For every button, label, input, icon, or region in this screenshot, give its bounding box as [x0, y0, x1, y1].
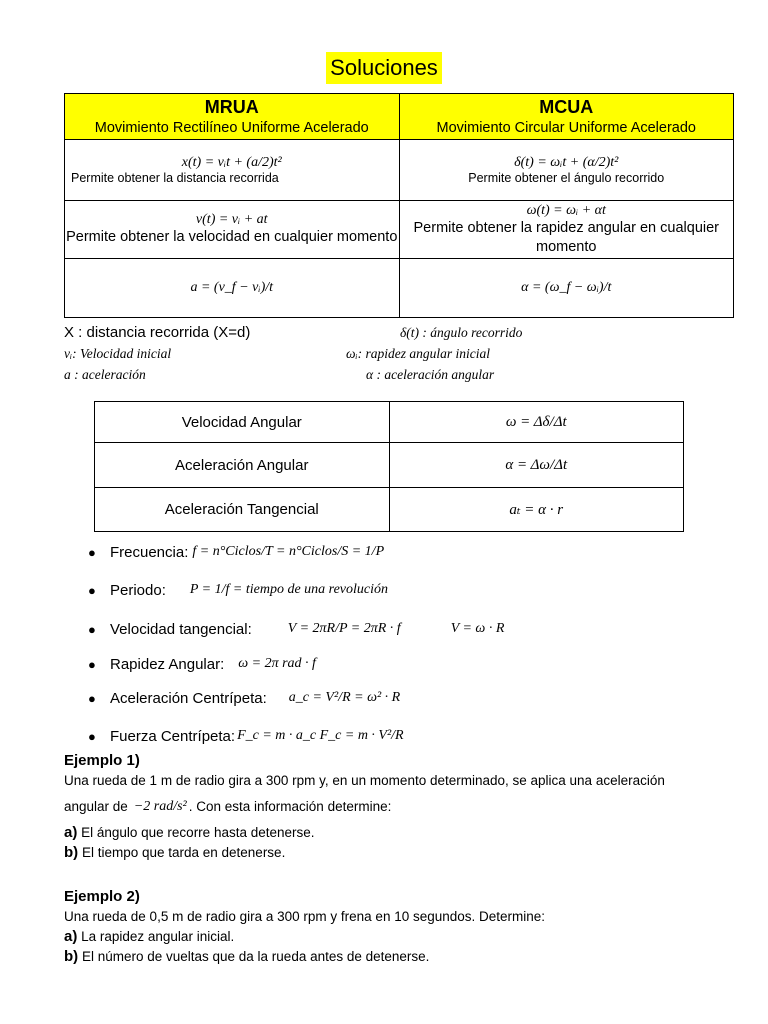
bullet-icon: ● [88, 690, 96, 706]
angle-cell [399, 140, 734, 201]
bullet-formula-alt: V = ω · R [450, 621, 505, 636]
velocity-desc: Permite obtener la velocidad en cualquier momento [66, 229, 398, 245]
bullet-formula: a_c = V²/R = ω² · R [288, 690, 401, 705]
part-text: El tiempo que tarda en detenerse. [81, 845, 286, 860]
list-item [88, 716, 728, 756]
list-item [88, 570, 728, 610]
example-1-text: Una rueda de 1 m de radio gira a 300 rpm y, en un momento determinado, se aplica una aceleración [64, 773, 665, 788]
bullet-label: Frecuencia: [110, 543, 189, 561]
header-mcua [399, 94, 734, 140]
header-row [65, 94, 734, 140]
bullet-icon: ● [88, 544, 96, 560]
bullet-label: Rapidez Angular: [110, 655, 225, 673]
example-1-value: −2 rad/s² [133, 799, 187, 814]
list-item [88, 610, 728, 648]
page-title: Soluciones [326, 52, 442, 84]
angular-speed-formula: ω(t) = ωᵢ + αt [526, 202, 606, 218]
table-row [65, 259, 734, 318]
bullet-icon: ● [88, 582, 96, 598]
part-text: La rapidez angular inicial. [81, 929, 235, 944]
angular-acceleration-formula2: α = Δω/Δt [389, 443, 684, 488]
table-row [65, 140, 734, 201]
example-1 [64, 751, 744, 863]
bullet-icon: ● [88, 728, 96, 744]
part-label: a) [64, 928, 78, 945]
example-2-part-a [64, 927, 744, 947]
distance-formula: x(t) = vᵢt + (a/2)t² [181, 155, 282, 170]
bullet-formula: P = 1/f = tiempo de una revolución [189, 582, 389, 597]
example-2 [64, 887, 744, 967]
title-wrap [0, 52, 768, 84]
example-1-text-pre: angular de [64, 799, 128, 814]
bullet-icon: ● [88, 656, 96, 672]
velocity-formula: v(t) = vᵢ + at [195, 212, 268, 227]
angular-speed-cell [399, 201, 734, 259]
part-label: a) [64, 824, 78, 841]
list-item [88, 680, 728, 716]
angular-acceleration-formula: α = (ω_f − ωᵢ)/t [521, 280, 612, 295]
definition-item: X : distancia recorrida (X=d) [64, 324, 251, 341]
bullet-formula: ω = 2π rad · f [238, 656, 316, 671]
kinematics-table [64, 93, 734, 318]
bullet-formula: f = n°Ciclos/T = n°Ciclos/S = 1/P [192, 544, 385, 559]
example-1-part-b [64, 843, 744, 863]
angle-formula: δ(t) = ωᵢt + (α/2)t² [514, 155, 619, 170]
velocity-cell [65, 201, 400, 259]
bullet-label: Aceleración Centrípeta: [110, 689, 267, 707]
example-1-title: Ejemplo 1) [64, 752, 140, 769]
example-2-part-b [64, 947, 744, 967]
list-item [88, 648, 728, 680]
bullet-label: Fuerza Centrípeta: [110, 727, 236, 745]
header-mcua-subtitle: Movimiento Circular Uniforme Acelerado [436, 119, 696, 136]
example-1-text-post: . Con esta información determine: [188, 799, 392, 814]
tangential-acceleration-label: Aceleración Tangencial [95, 488, 390, 532]
header-mrua-title: MRUA [204, 96, 259, 117]
definition-item: a : aceleración [64, 367, 146, 382]
definitions-right [346, 322, 546, 385]
example-1-line2 [64, 791, 744, 823]
example-1-part-a [64, 823, 744, 843]
bullet-icon: ● [88, 621, 96, 637]
table-row [95, 488, 684, 532]
definition-item: ωᵢ: rapidez angular inicial [346, 346, 491, 361]
definition-item: vᵢ: Velocidad inicial [64, 346, 172, 361]
list-item [88, 534, 728, 570]
header-mcua-title: MCUA [539, 96, 594, 117]
example-2-title: Ejemplo 2) [64, 888, 140, 905]
definitions-left [64, 322, 250, 385]
distance-cell [65, 140, 400, 201]
angular-speed-desc: Permite obtener la rapidez angular en cualquier momento [413, 219, 719, 255]
angle-desc: Permite obtener el ángulo recorrido [468, 171, 665, 185]
part-text: El número de vueltas que da la rueda antes de detenerse. [81, 949, 430, 964]
angular-table [94, 401, 684, 532]
acceleration-cell [65, 259, 400, 318]
example-2-text: Una rueda de 0,5 m de radio gira a 300 rpm y frena en 10 segundos. Determine: [64, 909, 546, 924]
bullet-label: Velocidad tangencial: [110, 620, 252, 638]
formula-list [88, 534, 728, 756]
bullet-label: Periodo: [110, 581, 166, 599]
definition-item: δ(t) : ángulo recorrido [400, 325, 523, 340]
header-mrua-subtitle: Movimiento Rectilíneo Uniforme Acelerado [94, 119, 369, 136]
table-row [65, 201, 734, 259]
angular-acceleration-cell [399, 259, 734, 318]
bullet-formula: F_c = m · a_c F_c = m · V²/R [237, 728, 404, 743]
part-label: b) [64, 948, 79, 965]
part-label: b) [64, 844, 79, 861]
angular-acceleration-label: Aceleración Angular [95, 443, 390, 488]
definition-item: α : aceleración angular [366, 367, 495, 382]
part-text: El ángulo que recorre hasta detenerse. [81, 825, 315, 840]
table-row [95, 402, 684, 443]
angular-velocity-formula: ω = Δδ/Δt [389, 402, 684, 443]
acceleration-formula: a = (v_f − vᵢ)/t [190, 280, 274, 295]
bullet-formula: V = 2πR/P = 2πR · f [287, 621, 401, 636]
angular-velocity-label: Velocidad Angular [95, 402, 390, 443]
table-row [95, 443, 684, 488]
tangential-acceleration-formula: aₜ = α · r [389, 488, 684, 532]
header-mrua [65, 94, 400, 140]
distance-desc: Permite obtener la distancia recorrida [71, 171, 279, 185]
